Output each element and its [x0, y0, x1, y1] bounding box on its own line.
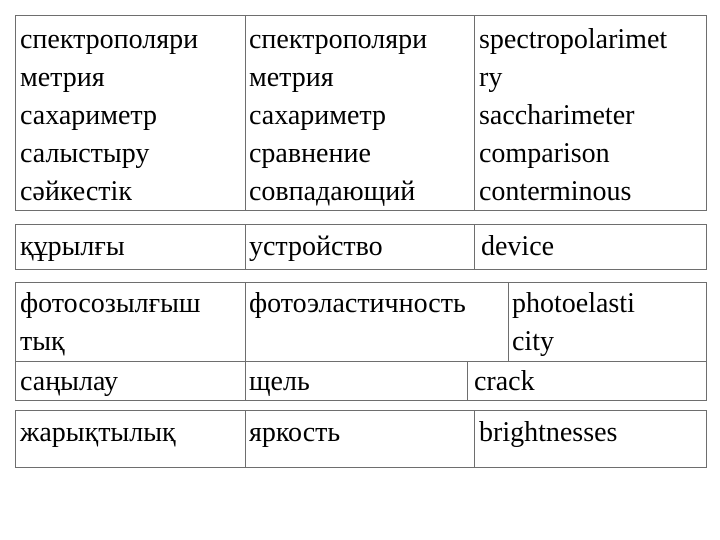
russian-term-line: фотоэластичность	[249, 288, 466, 319]
kazakh-term-line: метрия	[20, 62, 105, 93]
russian-term-line: щель	[249, 366, 310, 397]
kazakh-term-line: саңылау	[20, 366, 118, 397]
row-divider	[16, 361, 706, 362]
column-divider	[474, 411, 475, 467]
english-term-line: spectropolarimet	[479, 24, 668, 55]
russian-term-line: яркость	[249, 417, 341, 448]
column-divider	[474, 16, 475, 210]
column-divider	[467, 361, 468, 400]
term-block-1	[15, 15, 707, 211]
column-divider	[474, 225, 475, 269]
english-term-line: photoelasti	[512, 288, 635, 319]
russian-term-line: метрия	[249, 62, 334, 93]
english-term-line: brightnesses	[479, 417, 618, 448]
kazakh-term-line: спектрополяри	[20, 24, 199, 55]
english-term-line: ry	[479, 62, 503, 93]
term-block-4	[15, 410, 707, 468]
kazakh-term-line: жарықтылық	[20, 417, 176, 448]
column-divider	[508, 283, 509, 361]
column-divider	[245, 411, 246, 467]
english-term-line: saccharimeter	[479, 100, 635, 131]
kazakh-term-line: сәйкестік	[20, 176, 132, 207]
english-term-line: city	[512, 326, 554, 357]
russian-term-line: сравнение	[249, 138, 371, 169]
kazakh-term-line: құрылғы	[20, 231, 125, 262]
column-divider	[245, 361, 246, 400]
russian-term-line: устройство	[249, 231, 383, 262]
english-term-line: device	[481, 231, 555, 262]
column-divider	[245, 283, 246, 361]
term-block-3	[15, 282, 707, 401]
kazakh-term-line: тық	[20, 326, 65, 357]
russian-term-line: сахариметр	[249, 100, 386, 131]
kazakh-term-line: сахариметр	[20, 100, 157, 131]
russian-term-line: совпадающий	[249, 176, 416, 207]
english-term-line: conterminous	[479, 176, 632, 207]
column-divider	[245, 225, 246, 269]
russian-term-line: спектрополяри	[249, 24, 428, 55]
kazakh-term-line: фотосозылғыш	[20, 288, 201, 319]
term-block-2	[15, 224, 707, 270]
kazakh-term-line: салыстыру	[20, 138, 150, 169]
english-term-line: crack	[474, 366, 535, 397]
english-term-line: comparison	[479, 138, 610, 169]
column-divider	[245, 16, 246, 210]
